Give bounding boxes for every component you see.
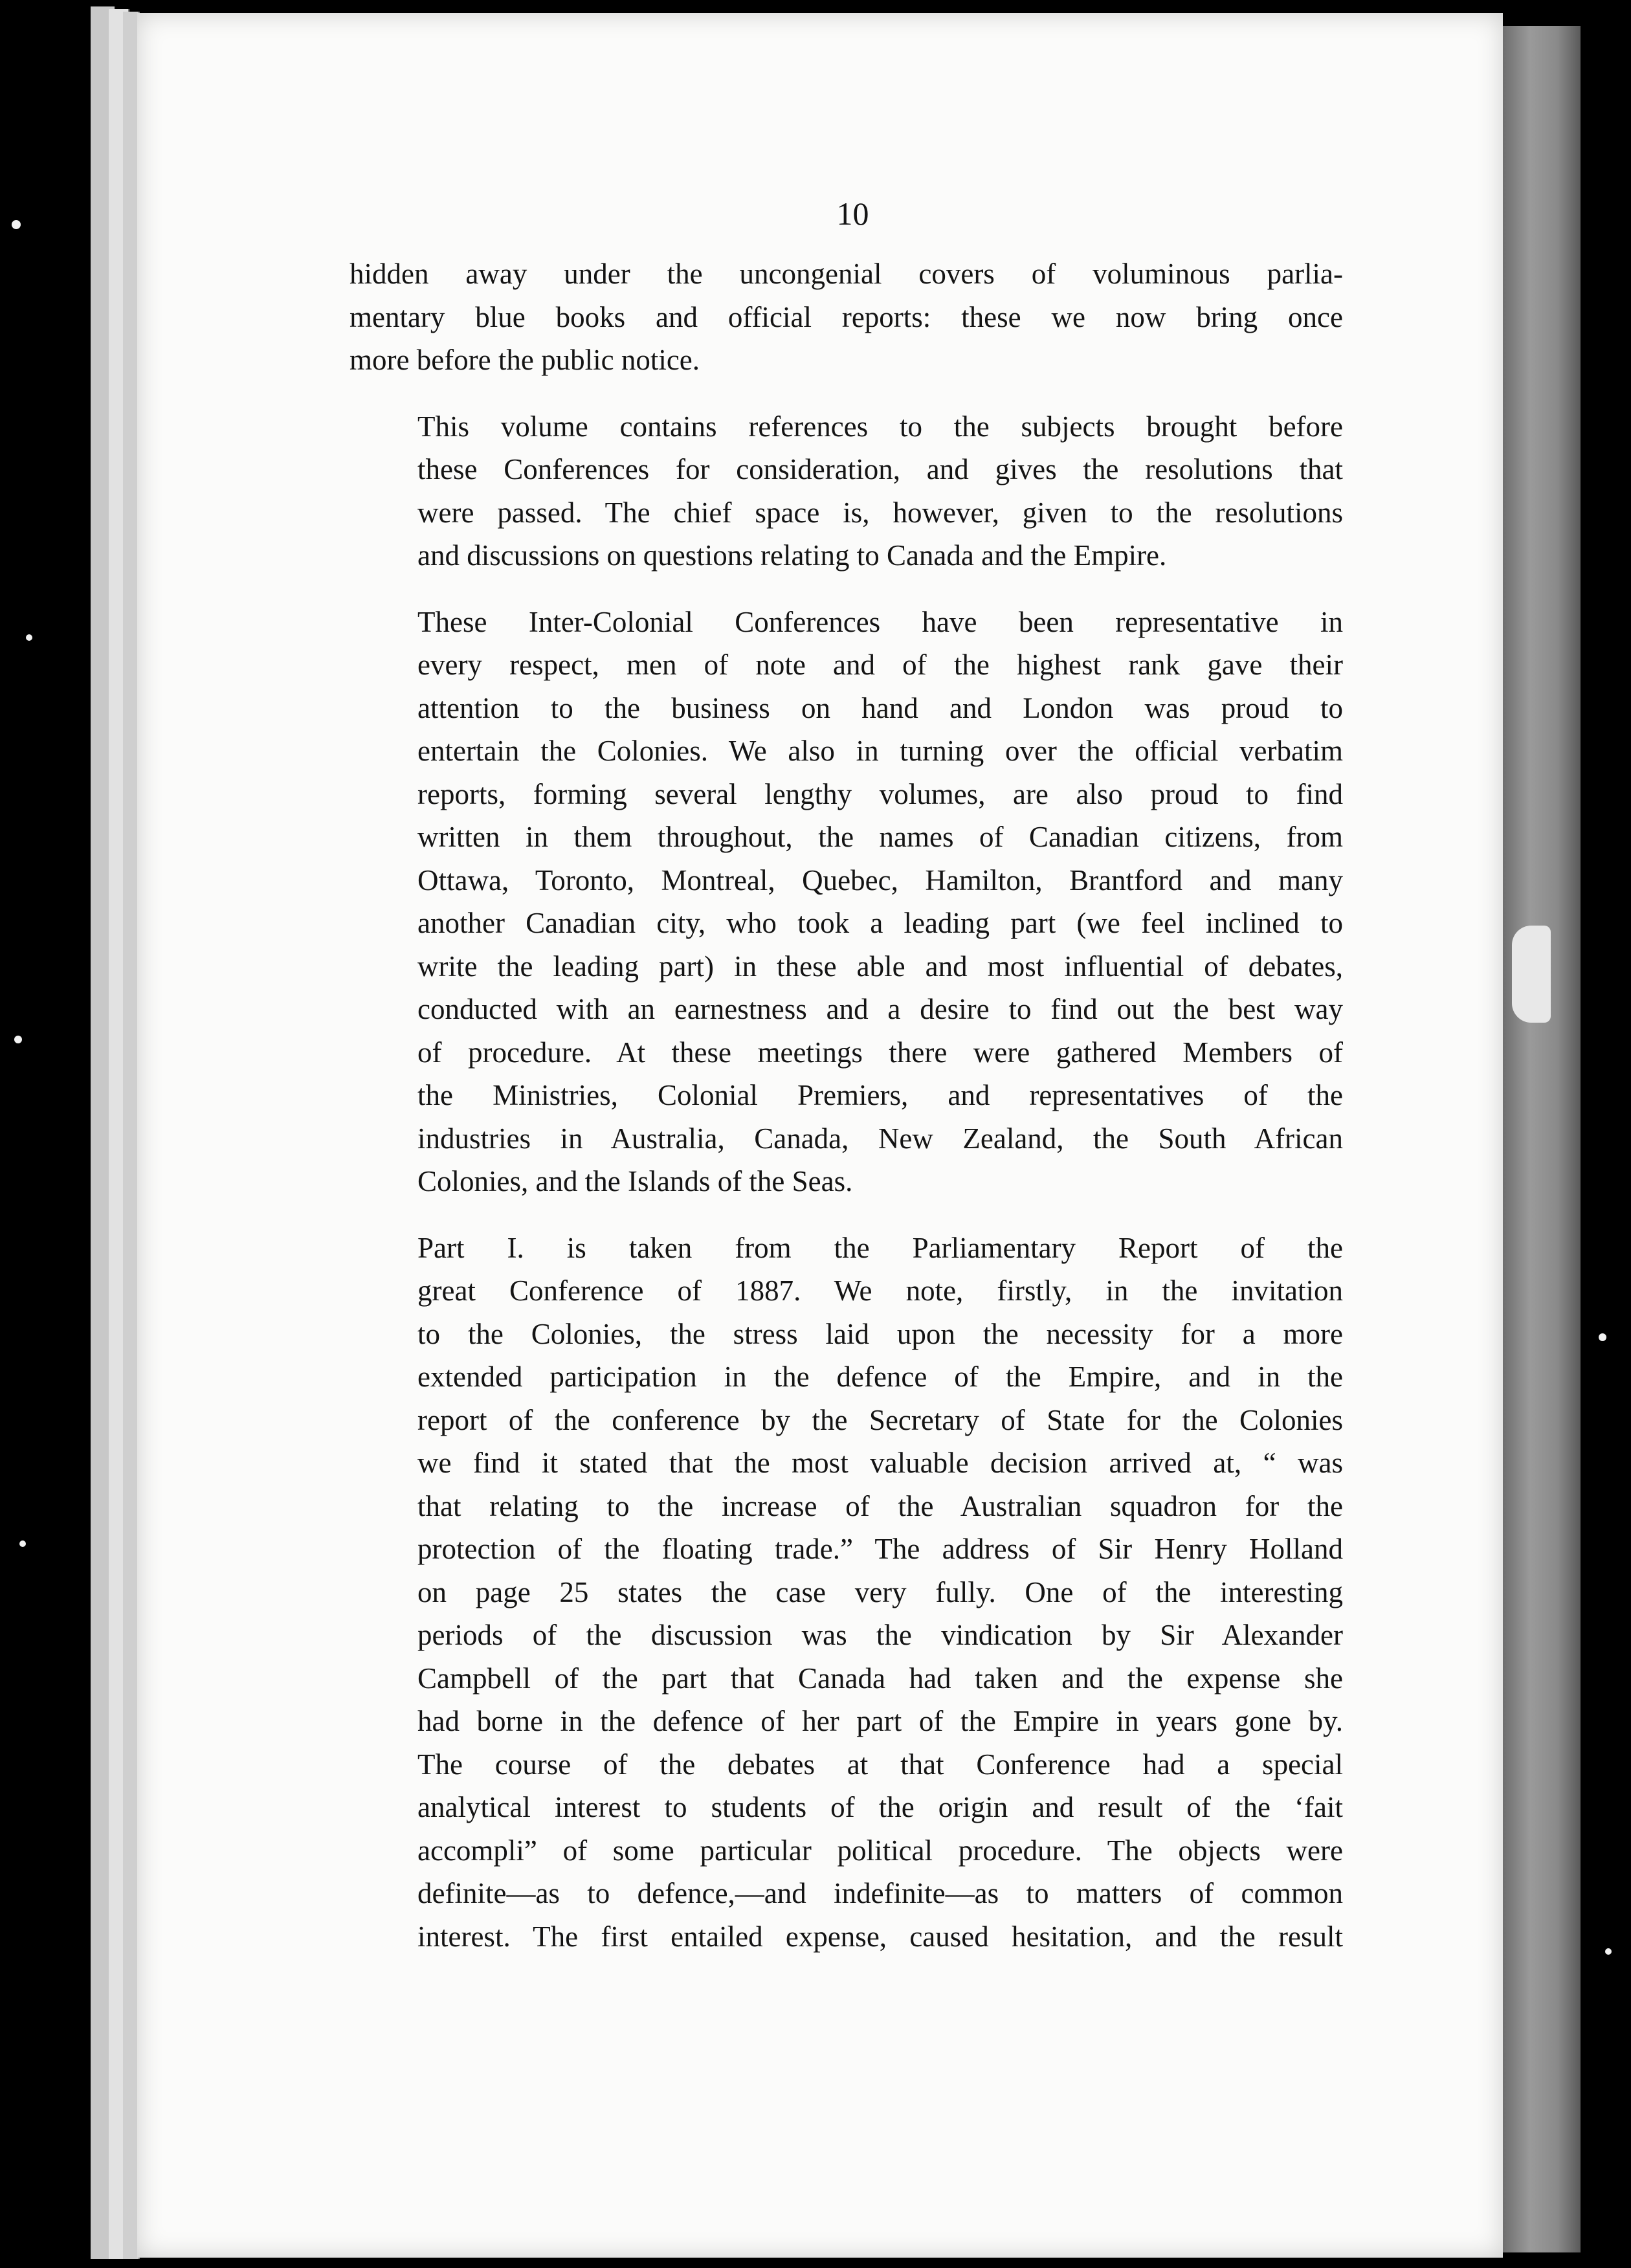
text-line: Colonies, and the Islands of the Seas. <box>417 1165 853 1197</box>
facing-page-strip <box>1503 26 1581 2252</box>
text-line: had borne in the defence of her part of the Empire in years gone by. <box>417 1705 1343 1737</box>
text-line: of procedure. At these meetings there were gathered Members of <box>417 1036 1343 1069</box>
text-line: interest. The first entailed expense, caused hesitation, and the result <box>417 1920 1343 1953</box>
paragraph <box>350 405 1343 577</box>
paragraph <box>350 1227 1343 1959</box>
page-text <box>350 194 1343 1981</box>
text-line: periods of the discussion was the vindication by Sir Alexander <box>417 1619 1343 1651</box>
text-line: and discussions on questions relating to Canada and the Empire. <box>417 539 1167 572</box>
text-line: The course of the debates at that Conference had a special <box>417 1748 1343 1781</box>
text-line: every respect, men of note and of the highest rank gave their <box>417 649 1343 681</box>
text-line: great Conference of 1887. We note, firstly, in the invitation <box>417 1274 1343 1307</box>
paragraph <box>350 601 1343 1203</box>
text-line: mentary blue books and official reports: these we now bring once <box>350 300 1343 333</box>
text-line: on page 25 states the case very fully. One of the interesting <box>417 1575 1343 1608</box>
text-line: extended participation in the defence of the Empire, and in the <box>417 1361 1343 1393</box>
paragraph <box>350 252 1343 382</box>
page-number: 10 <box>836 195 869 232</box>
text-line: to the Colonies, the stress laid upon the necessity for a more <box>417 1317 1343 1350</box>
text-line: were passed. The chief space is, however, given to the resolutions <box>417 496 1343 529</box>
text-line: these Conferences for consideration, and gives the resolutions that <box>417 453 1343 485</box>
clip-mark <box>1512 926 1551 1023</box>
text-line: written in them throughout, the names of Canadian citizens, from <box>417 821 1343 853</box>
scan-speck <box>19 1540 26 1547</box>
scan-speck <box>1605 1948 1612 1955</box>
text-line: Part I. is taken from the Parliamentary Report of the <box>417 1231 1343 1264</box>
text-line: report of the conference by the Secretary of State for the Colonies <box>417 1403 1343 1436</box>
text-line: accompli” of some particular political procedure. The objects were <box>417 1834 1343 1867</box>
text-line: Ottawa, Toronto, Montreal, Quebec, Hamilton, Brantford and many <box>417 863 1343 896</box>
text-line: entertain the Colonies. We also in turning over the official verbatim <box>417 735 1343 767</box>
scan-speck <box>12 220 21 229</box>
text-line: that relating to the increase of the Australian squadron for the <box>417 1489 1343 1522</box>
scan-speck <box>1599 1333 1606 1341</box>
text-line: we find it stated that the most valuable decision arrived at, “ was <box>417 1447 1343 1479</box>
text-line: hidden away under the uncongenial covers of voluminous parlia- <box>350 258 1343 290</box>
scan-speck <box>14 1036 22 1043</box>
text-line: analytical interest to students of the origin and result of the ‘fait <box>417 1791 1343 1823</box>
text-line: Campbell of the part that Canada had taken and the expense she <box>417 1662 1343 1695</box>
text-line: definite—as to defence,—and indefinite—as to matters of common <box>417 1877 1343 1909</box>
text-line: another Canadian city, who took a leading part (we feel inclined to <box>417 907 1343 939</box>
text-line: This volume contains references to the subjects brought before <box>417 410 1343 443</box>
text-line: conducted with an earnestness and a desire to find out the best way <box>417 993 1343 1025</box>
text-line: protection of the floating trade.” The address of Sir Henry Holland <box>417 1533 1343 1565</box>
text-line: write the leading part) in these able and most influential of debates, <box>417 950 1343 983</box>
scan-speck <box>26 634 32 641</box>
text-line: attention to the business on hand and London was proud to <box>417 691 1343 724</box>
text-line: reports, forming several lengthy volumes, are also proud to find <box>417 777 1343 810</box>
text-line: industries in Australia, Canada, New Zealand, the South African <box>417 1122 1343 1155</box>
text-line: more before the public notice. <box>350 344 700 376</box>
text-line: These Inter-Colonial Conferences have been representative in <box>417 605 1343 638</box>
text-line: the Ministries, Colonial Premiers, and representatives of the <box>417 1079 1343 1111</box>
